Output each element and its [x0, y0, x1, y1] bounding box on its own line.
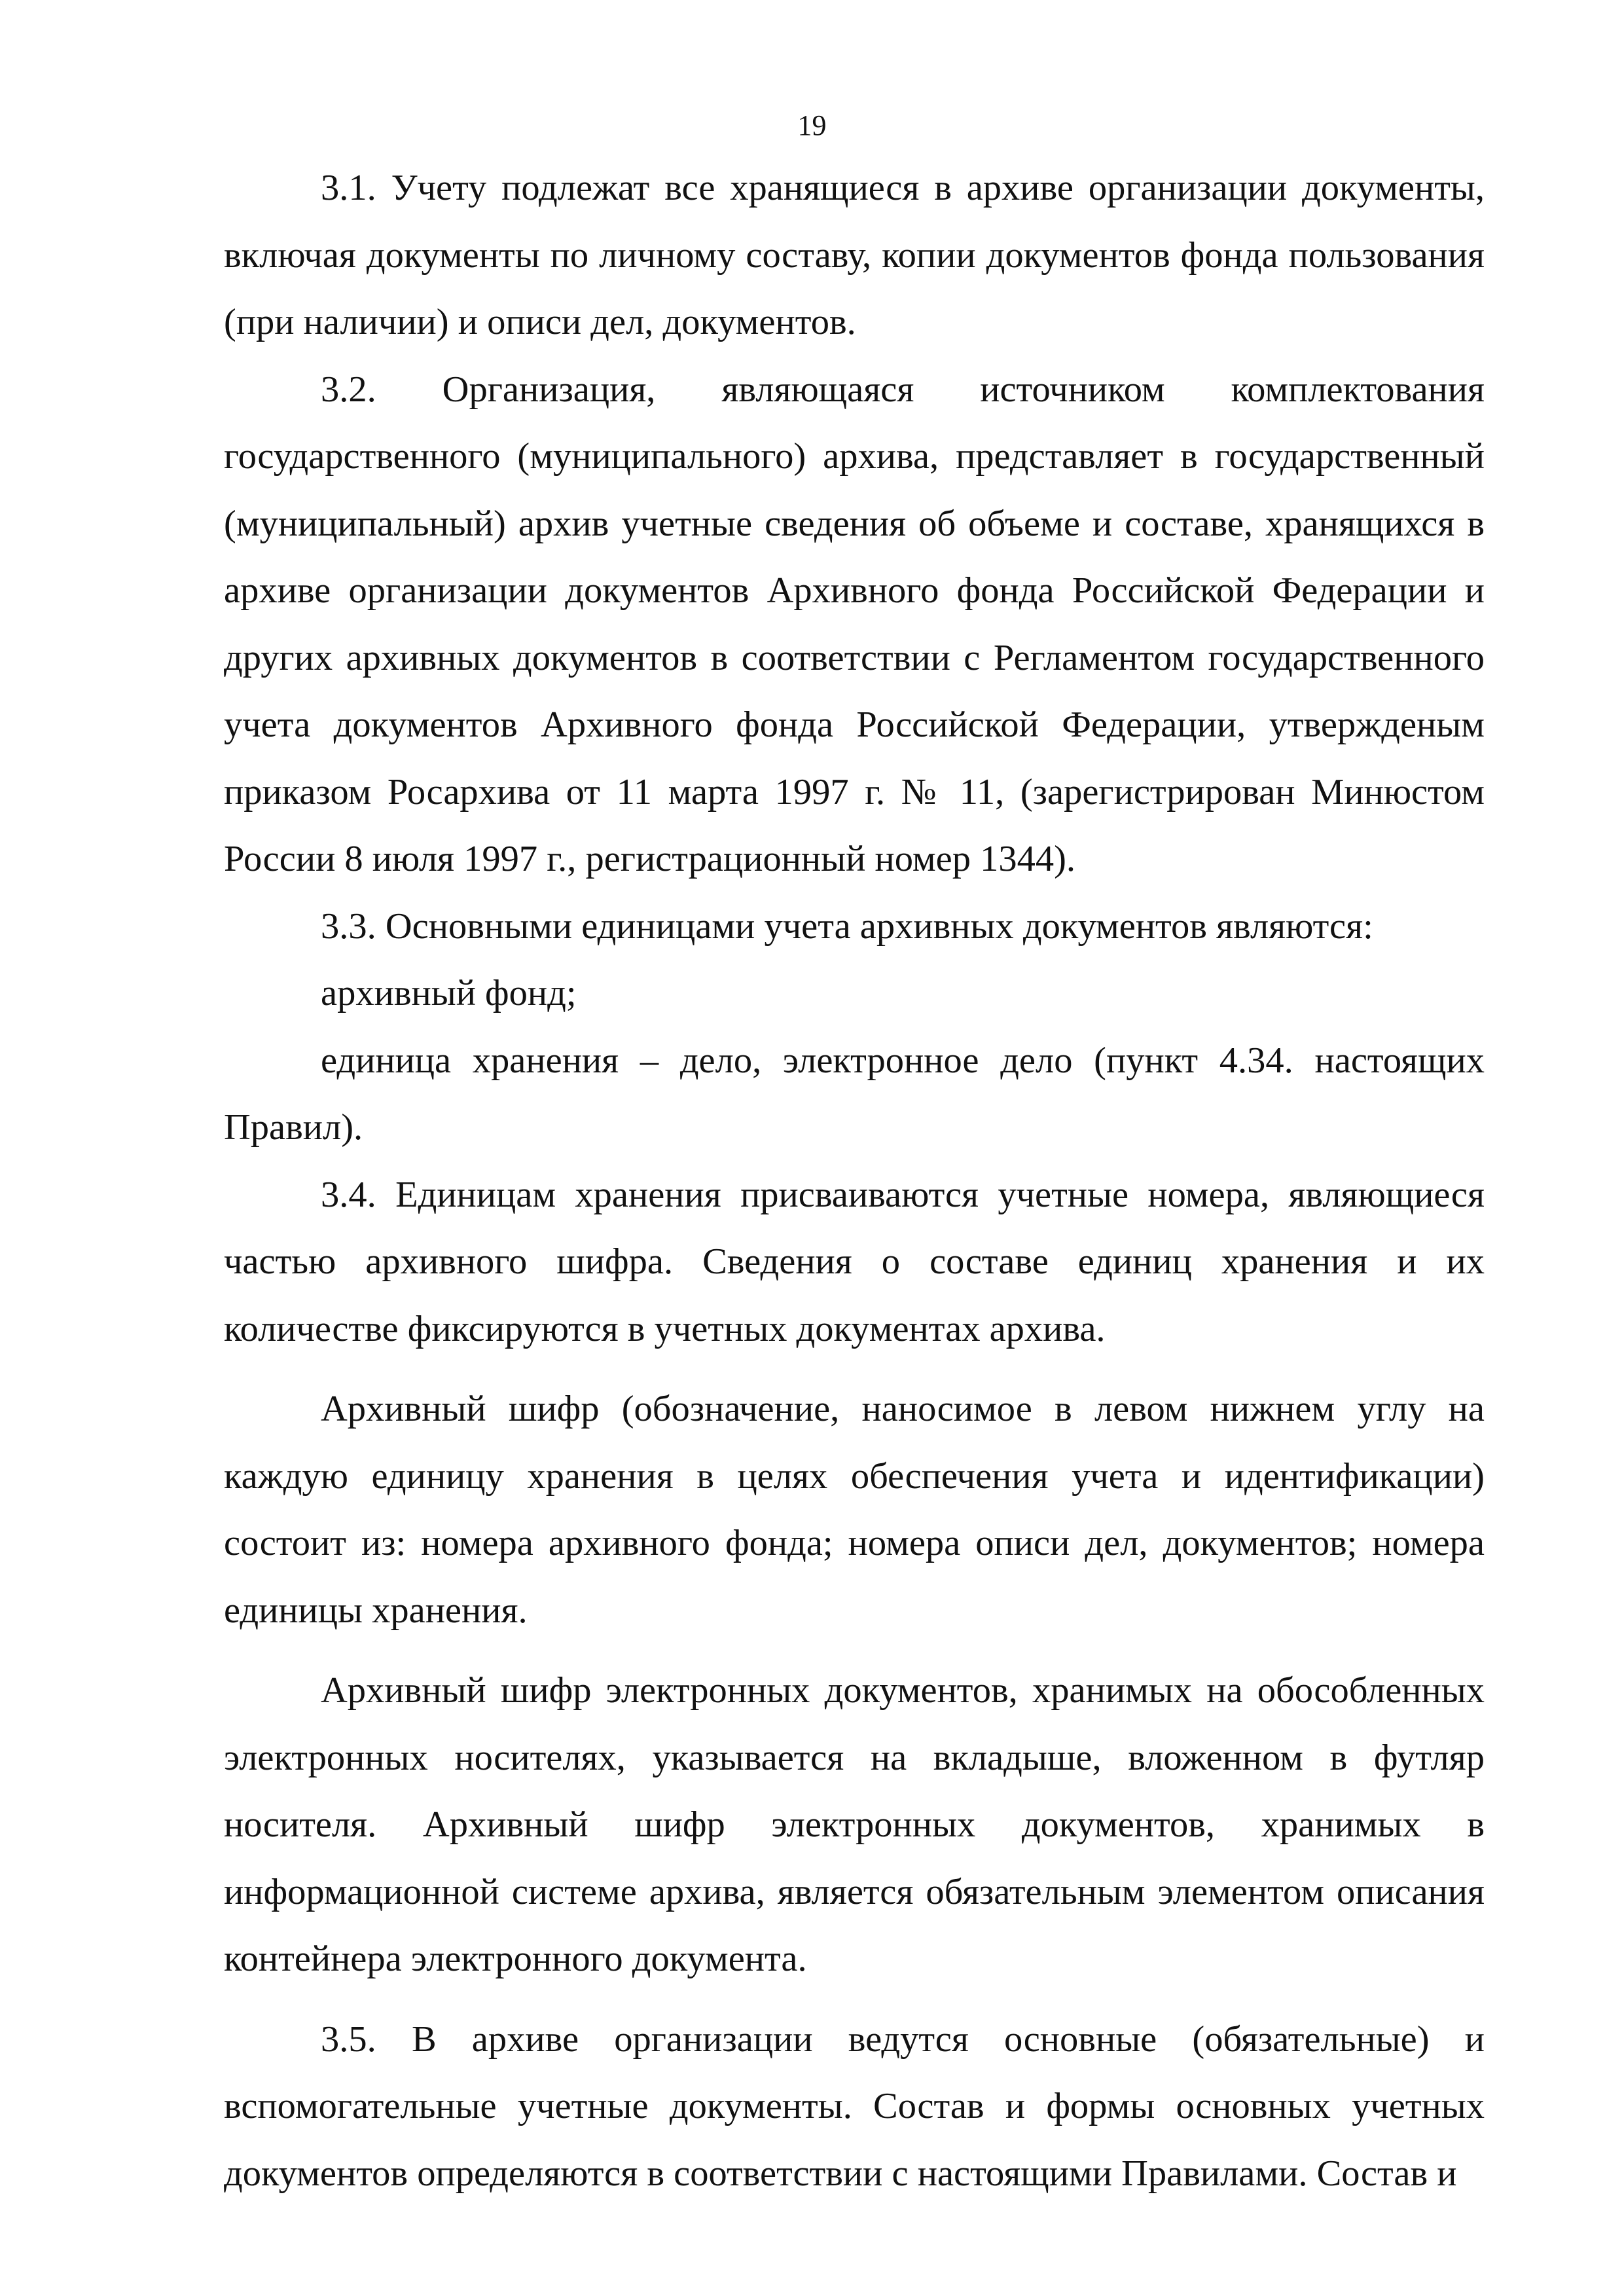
paragraph-archival-code: Архивный шифр (обозначение, наносимое в левом нижнем углу на каждую единицу хранения в целях обеспечения учета и идентификации) состоит из: номера архивного фонда; номера описи дел, документов; номера единицы хранения.: [224, 1389, 1485, 1631]
paragraph-3-1: 3.1. Учету подлежат все хранящиеся в архиве организации документы, включая документы по личному составу, копии документов фонда пользования (при наличии) и описи дел, документов.: [224, 168, 1485, 342]
paragraph-3-2: 3.2. Организация, являющаяся источником комплектования государственного (муниципального) архива, представляет в государственный (муниципальный) архив учетные сведения об объеме и составе, хранящихся в архиве организации документов Архивного фонда Российской Федерации и других архивных документов в соответствии с Регламентом государственного учета документов Архивного фонда Российской Федерации, утвержденым приказом Росархива от 11 марта 1997 г. № 11, (зарегистрирован Минюстом России 8 июля 1997 г., регистрационный номер 1344).: [224, 369, 1485, 879]
paragraph-electronic-code: Архивный шифр электронных документов, хранимых на обособленных электронных носителях, указывается на вкладыше, вложенном в футляр носителя. Архивный шифр электронных документов, хранимых в информационной системе архива, является обязательным элементом описания контейнера электронного документа.: [224, 1670, 1485, 1979]
document-body: [224, 155, 1485, 2207]
paragraph-3-3: 3.3. Основными единицами учета архивных документов являются:: [321, 905, 1373, 947]
page-number: 19: [797, 109, 827, 141]
paragraph-3-5: 3.5. В архиве организации ведутся основные (обязательные) и вспомогательные учетные документы. Состав и формы основных учетных документов определяются в соответствии с настоящими Правилами. Состав и: [224, 2018, 1485, 2194]
list-item-archival-fund: архивный фонд;: [321, 973, 577, 1013]
list-item-storage-unit: единица хранения – дело, электронное дело (пункт 4.34. настоящих Правил).: [224, 1040, 1485, 1148]
paragraph-3-4: 3.4. Единицам хранения присваиваются учетные номера, являющиеся частью архивного шифра. Сведения о составе единиц хранения и их количестве фиксируются в учетных документах архива.: [224, 1174, 1485, 1349]
